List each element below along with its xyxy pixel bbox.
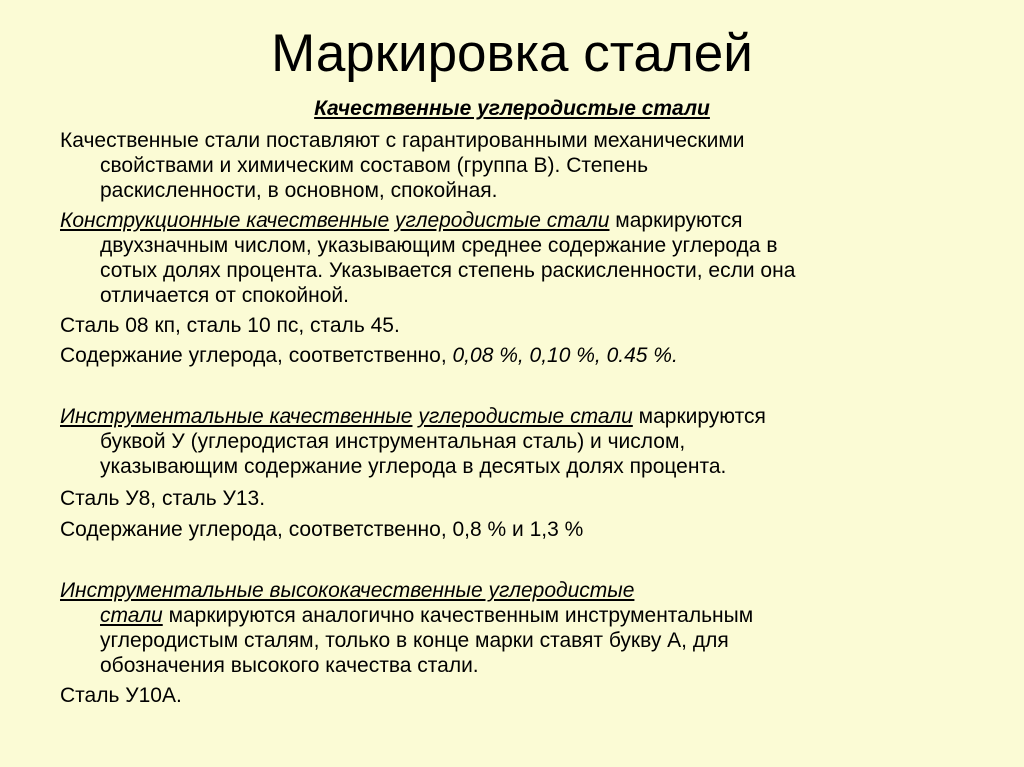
paragraph-line: указывающим содержание углерода в десятых долях процента. [100,455,727,478]
slide-title: Маркировка сталей [271,24,753,83]
term-tool-quality: Инструментальные качественные [60,405,413,428]
term-structural-quality: Конструкционные качественные [60,209,390,232]
paragraph-structural-steels [60,208,1000,308]
carbon-values: 0,08 %, 0,10 %, 0.45 %. [452,344,678,367]
paragraph-text: маркируются [632,405,766,428]
paragraph-line: сотых долях процента. Указывается степень раскисленности, если она [100,259,796,282]
paragraph-quality-steels [60,128,1000,203]
paragraph-steel-examples-3: Сталь У10А. [60,684,182,707]
paragraph-text: маркируются [609,209,743,232]
paragraph-line: углеродистым сталям, только в конце марки ставят букву А, для [100,629,729,652]
paragraph-line: обозначения высокого качества стали. [100,654,479,677]
paragraph-carbon-content-1 [60,343,1000,368]
paragraph-line: буквой У (углеродистая инструментальная сталь) и числом, [100,430,686,453]
slide-subtitle: Качественные углеродистые стали [314,97,710,120]
paragraph-line: раскисленности, в основном, спокойная. [100,179,498,202]
paragraph-steel-examples-2: Сталь У8, сталь У13. [60,487,266,510]
paragraph-text: маркируются аналогично качественным инструментальным [162,604,754,627]
paragraph-line: отличается от спокойной. [100,284,349,307]
paragraph-line: двухзначным числом, указывающим среднее содержание углерода в [100,234,778,257]
term-tool-high-quality: Инструментальные высококачественные углеродистые [60,579,635,602]
term-carbon-steels: углеродистые стали [394,209,610,232]
paragraph-high-quality-tool-steels [60,578,1000,678]
paragraph-text: Содержание углерода, соответственно, [60,344,453,367]
term-carbon-steels: углеродистые стали [418,405,633,428]
paragraph-tool-steels [60,404,1000,479]
paragraph-line: Качественные стали поставляют с гарантированными механическими [60,129,745,152]
paragraph-steel-examples-1: Сталь 08 кп, сталь 10 пс, сталь 45. [60,314,400,337]
paragraph-carbon-content-2: Содержание углерода, соответственно, 0,8 % и 1,3 % [60,518,584,541]
paragraph-line: свойствами и химическим составом (группа В). Степень [100,154,649,177]
term-steels: стали [100,604,163,627]
